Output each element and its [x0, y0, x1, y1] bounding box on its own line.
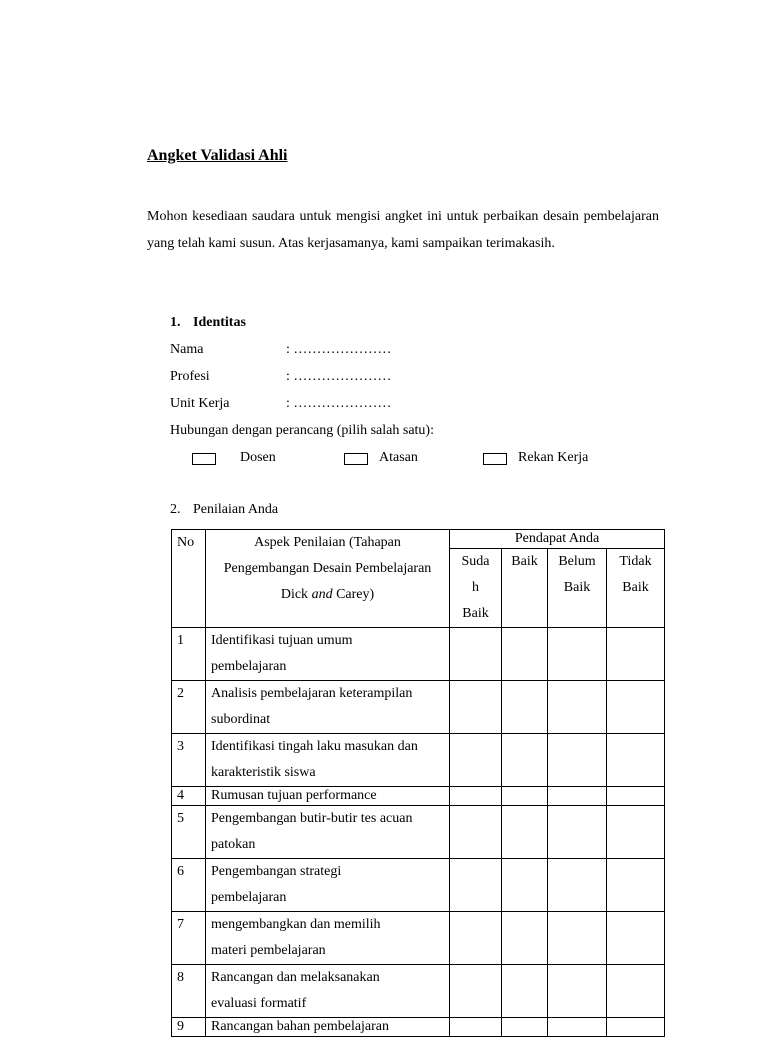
rating-cell-sudah-baik[interactable]: [450, 734, 502, 787]
header-line: Baik: [511, 554, 538, 569]
row-aspect-line: evaluasi formatif: [211, 996, 307, 1011]
rating-cell-tidak-baik[interactable]: [607, 1018, 665, 1037]
option-atasan-label: Atasan: [379, 450, 418, 465]
rating-cell-belum-baik[interactable]: [548, 859, 607, 912]
intro-paragraph: Mohon kesediaan saudara untuk mengisi angket ini untuk perbaikan desain pembelajaran yang telah kami susun. Atas kerjasamanya, kami sampaikan terimakasih.: [147, 209, 659, 251]
field-label: Nama: [170, 342, 204, 357]
rating-cell-tidak-baik[interactable]: [607, 859, 665, 912]
row-aspect-line: materi pembelajaran: [211, 943, 326, 958]
rating-cell-sudah-baik[interactable]: [450, 1018, 502, 1037]
field-nama: [170, 342, 391, 358]
field-blank: : …………………: [286, 396, 392, 411]
row-aspect-line: pembelajaran: [211, 659, 287, 674]
field-unit-kerja: [170, 396, 391, 412]
row-aspect-line: Rumusan tujuan performance: [211, 788, 377, 803]
checkbox-rekan-kerja[interactable]: [483, 453, 507, 465]
row-number: 2: [172, 681, 206, 734]
rating-cell-baik[interactable]: [502, 912, 548, 965]
rating-cell-baik[interactable]: [502, 734, 548, 787]
field-profesi: [170, 369, 391, 385]
header-line: h: [472, 580, 479, 595]
row-aspect: [206, 787, 450, 806]
header-opinion: Pendapat Anda: [450, 530, 665, 549]
rating-cell-tidak-baik[interactable]: [607, 734, 665, 787]
row-aspect: [206, 1018, 450, 1037]
row-number: 1: [172, 628, 206, 681]
table-row: [172, 806, 665, 859]
rating-cell-sudah-baik[interactable]: [450, 628, 502, 681]
table-row: [172, 628, 665, 681]
rating-cell-sudah-baik[interactable]: [450, 859, 502, 912]
rating-cell-sudah-baik[interactable]: [450, 912, 502, 965]
section-title: Identitas: [193, 315, 246, 330]
rating-cell-tidak-baik[interactable]: [607, 806, 665, 859]
rating-cell-tidak-baik[interactable]: [607, 912, 665, 965]
row-aspect-line: karakteristik siswa: [211, 765, 316, 780]
rating-cell-baik[interactable]: [502, 965, 548, 1018]
row-aspect: [206, 912, 450, 965]
field-label: Unit Kerja: [170, 396, 230, 411]
row-number: 6: [172, 859, 206, 912]
table-row: [172, 859, 665, 912]
rating-cell-belum-baik[interactable]: [548, 965, 607, 1018]
row-aspect: [206, 628, 450, 681]
section-number: 1.: [170, 315, 181, 330]
rating-cell-sudah-baik[interactable]: [450, 965, 502, 1018]
header-baik: [502, 549, 548, 628]
header-line: Suda: [461, 554, 490, 569]
checkbox-atasan[interactable]: [344, 453, 368, 465]
row-aspect: [206, 859, 450, 912]
rating-cell-baik[interactable]: [502, 806, 548, 859]
row-aspect-line: subordinat: [211, 712, 271, 727]
page-title: Angket Validasi Ahli: [147, 147, 288, 164]
row-aspect-line: Pengembangan butir-butir tes acuan: [211, 811, 413, 826]
rating-cell-baik[interactable]: [502, 787, 548, 806]
table-row: [172, 965, 665, 1018]
option-rekan-kerja-label: Rekan Kerja: [518, 450, 589, 465]
field-label: Profesi: [170, 369, 210, 384]
rating-cell-baik[interactable]: [502, 859, 548, 912]
header-line: Baik: [462, 606, 489, 621]
header-line: Belum: [558, 554, 596, 569]
table-row: [172, 1018, 665, 1037]
section-identitas-heading: [170, 315, 246, 331]
header-aspect-line: Aspek Penilaian (Tahapan: [254, 535, 401, 550]
rating-cell-belum-baik[interactable]: [548, 734, 607, 787]
section-penilaian-heading: [170, 502, 278, 518]
row-aspect: [206, 734, 450, 787]
header-aspect-word: Carey): [336, 587, 375, 602]
row-aspect-line: Identifikasi tingah laku masukan dan: [211, 739, 418, 754]
table-row: [172, 787, 665, 806]
header-no: No: [172, 530, 206, 628]
rating-cell-belum-baik[interactable]: [548, 1018, 607, 1037]
row-aspect-line: pembelajaran: [211, 890, 287, 905]
row-number: 3: [172, 734, 206, 787]
row-aspect-line: Analisis pembelajaran keterampilan: [211, 686, 413, 701]
option-dosen-label: Dosen: [240, 450, 276, 465]
rating-cell-tidak-baik[interactable]: [607, 681, 665, 734]
rating-cell-belum-baik[interactable]: [548, 806, 607, 859]
assessment-table: [171, 529, 665, 1037]
rating-cell-tidak-baik[interactable]: [607, 965, 665, 1018]
row-aspect-line: Identifikasi tujuan umum: [211, 633, 353, 648]
rating-cell-sudah-baik[interactable]: [450, 787, 502, 806]
rating-cell-tidak-baik[interactable]: [607, 628, 665, 681]
rating-cell-sudah-baik[interactable]: [450, 681, 502, 734]
row-aspect: [206, 965, 450, 1018]
header-aspect-italic: and: [311, 587, 333, 602]
rating-cell-belum-baik[interactable]: [548, 681, 607, 734]
row-aspect-line: Rancangan dan melaksanakan: [211, 970, 380, 985]
header-aspect-line: [211, 582, 444, 608]
table-row: [172, 912, 665, 965]
header-aspect-line: Pengembangan Desain Pembelajaran: [223, 561, 432, 576]
header-line: Tidak: [619, 554, 652, 569]
checkbox-dosen[interactable]: [192, 453, 216, 465]
row-number: 4: [172, 787, 206, 806]
rating-cell-baik[interactable]: [502, 1018, 548, 1037]
header-aspect-word: Dick: [280, 587, 309, 602]
row-number: 5: [172, 806, 206, 859]
header-aspect: [206, 530, 450, 628]
row-aspect-line: patokan: [211, 837, 256, 852]
row-number: 9: [172, 1018, 206, 1037]
table-row: [172, 734, 665, 787]
table-row: [172, 681, 665, 734]
rating-cell-tidak-baik[interactable]: [607, 787, 665, 806]
row-number: 7: [172, 912, 206, 965]
header-line: Baik: [563, 580, 591, 595]
rating-cell-baik[interactable]: [502, 681, 548, 734]
header-line: Baik: [622, 580, 649, 595]
field-blank: : …………………: [286, 342, 392, 357]
rating-cell-belum-baik[interactable]: [548, 912, 607, 965]
rating-cell-belum-baik[interactable]: [548, 787, 607, 806]
section-title: Penilaian Anda: [193, 502, 279, 517]
rating-cell-baik[interactable]: [502, 628, 548, 681]
rating-cell-belum-baik[interactable]: [548, 628, 607, 681]
header-belum-baik: [548, 549, 607, 628]
row-aspect-line: Rancangan bahan pembelajaran: [211, 1019, 390, 1034]
header-sudah-baik: [450, 549, 502, 628]
field-blank: : …………………: [286, 369, 392, 384]
row-aspect: [206, 681, 450, 734]
row-number: 8: [172, 965, 206, 1018]
rating-cell-sudah-baik[interactable]: [450, 806, 502, 859]
section-number: 2.: [170, 502, 181, 517]
row-aspect-line: mengembangkan dan memilih: [211, 917, 381, 932]
row-aspect-line: Pengembangan strategi: [211, 864, 342, 879]
header-tidak-baik: [607, 549, 665, 628]
row-aspect: [206, 806, 450, 859]
relation-prompt: Hubungan dengan perancang (pilih salah satu):: [170, 423, 434, 438]
